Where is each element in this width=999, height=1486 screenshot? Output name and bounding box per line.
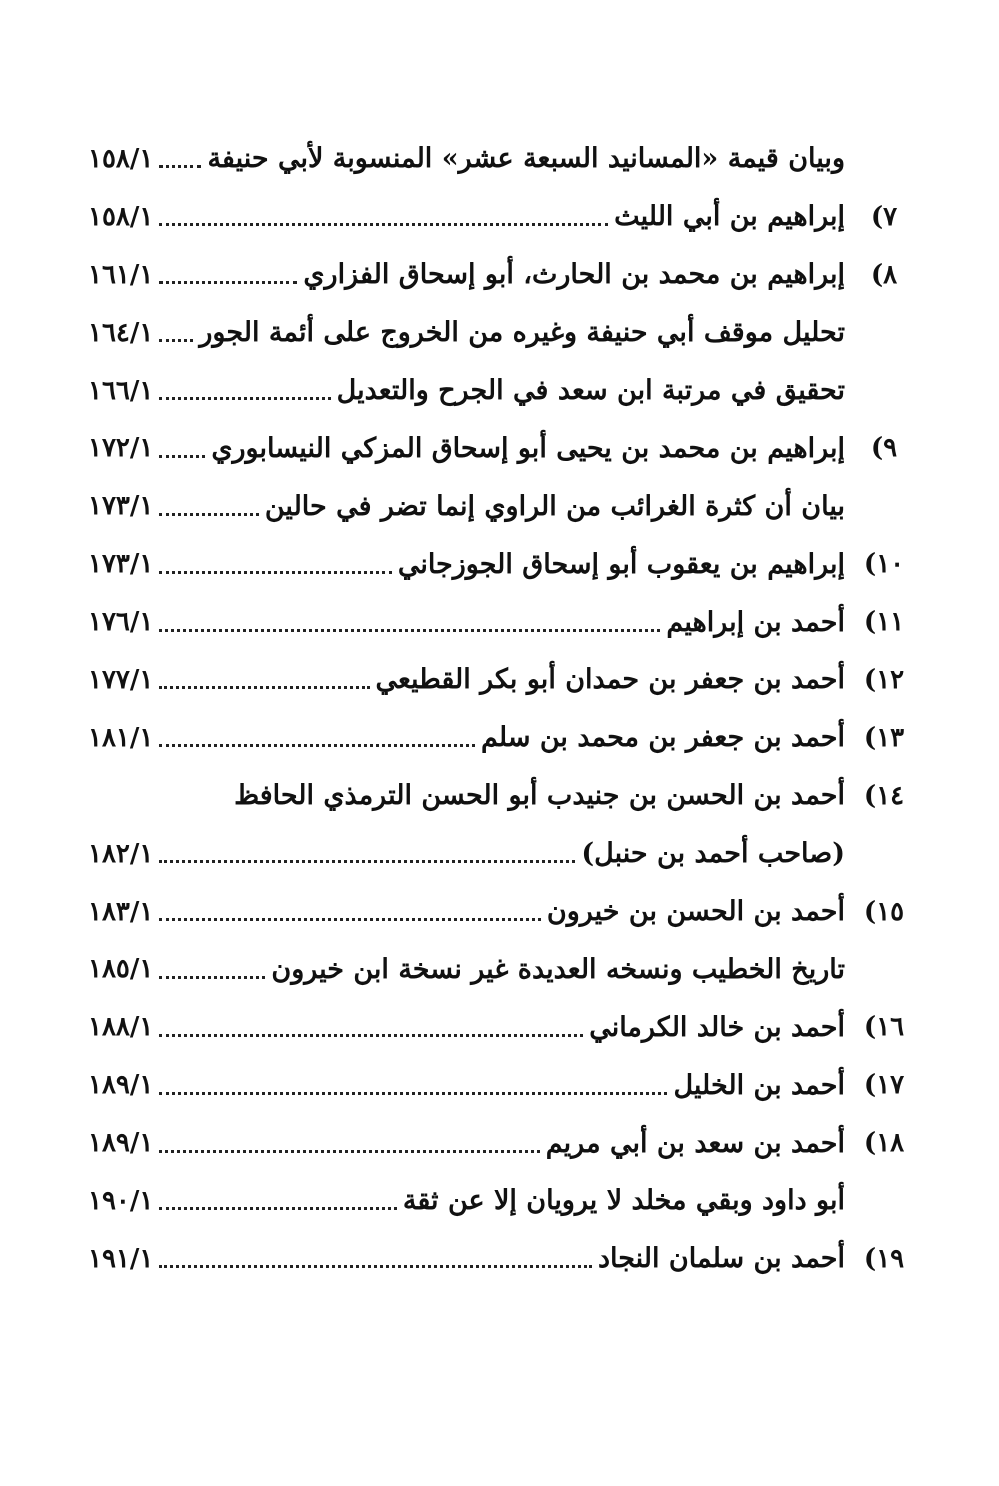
dot-leader — [159, 455, 205, 458]
entry-content — [88, 1012, 845, 1043]
entry-page-reference: ١٥٨/١ — [88, 143, 154, 174]
toc-entry — [88, 304, 923, 362]
toc-entry — [88, 1172, 923, 1230]
entry-content — [88, 433, 845, 464]
entry-content — [88, 201, 845, 232]
toc-entry — [88, 477, 923, 535]
toc-entry — [88, 246, 923, 304]
toc-entry — [88, 709, 923, 767]
entry-page-reference: ١٧٢/١ — [88, 433, 154, 464]
toc-entry — [88, 188, 923, 246]
table-of-contents — [88, 130, 923, 1288]
toc-entry — [88, 1114, 923, 1172]
dot-leader — [159, 1207, 397, 1210]
entry-title: أحمد بن الحسن بن جنيدب أبو الحسن الترمذي الحافظ — [234, 780, 845, 812]
entry-number: ١٩) — [863, 1243, 905, 1274]
entry-content — [88, 896, 845, 927]
dot-leader — [159, 629, 660, 632]
toc-entry — [88, 940, 923, 998]
entry-content — [88, 1070, 845, 1101]
entry-content — [88, 1243, 845, 1274]
entry-page-reference: ١٩٠/١ — [88, 1185, 154, 1216]
dot-leader — [159, 281, 297, 284]
entry-title: أحمد بن الحسن بن خيرون — [546, 896, 845, 928]
entry-page-reference: ١٨٥/١ — [88, 954, 154, 985]
entry-title: تحقيق في مرتبة ابن سعد في الجرح والتعديل — [336, 375, 845, 406]
entry-title: أحمد بن جعفر بن محمد بن سلم — [480, 722, 845, 754]
toc-entry — [88, 130, 923, 188]
entry-title: أحمد بن الخليل — [673, 1069, 845, 1101]
dot-leader — [159, 918, 541, 921]
entry-number: ١١) — [863, 607, 905, 638]
toc-entry — [88, 593, 923, 651]
entry-title: أحمد بن إبراهيم — [666, 606, 845, 638]
toc-entry — [88, 419, 923, 477]
toc-entry — [88, 825, 923, 883]
toc-entry — [88, 362, 923, 420]
entry-content — [88, 549, 845, 580]
entry-content — [88, 259, 845, 290]
dot-leader — [159, 1034, 583, 1037]
dot-leader — [159, 165, 201, 168]
entry-title: تاريخ الخطيب ونسخه العديدة غير نسخة ابن خيرون — [271, 953, 845, 985]
entry-title: (صاحب أحمد بن حنبل) — [581, 838, 845, 870]
dot-leader — [159, 513, 259, 516]
entry-title: أحمد بن خالد الكرماني — [589, 1011, 845, 1043]
entry-title: أحمد بن جعفر بن حمدان أبو بكر القطيعي — [375, 664, 845, 696]
dot-leader — [159, 744, 475, 747]
entry-content — [88, 491, 845, 522]
entry-page-reference: ١٨٩/١ — [88, 1070, 154, 1101]
entry-page-reference: ١٦٤/١ — [88, 317, 154, 348]
toc-entry — [88, 883, 923, 941]
entry-title: إبراهيم بن يعقوب أبو إسحاق الجوزجاني — [397, 548, 845, 580]
entry-page-reference: ١٦١/١ — [88, 259, 154, 290]
entry-content — [88, 838, 845, 869]
toc-entry — [88, 1230, 923, 1288]
entry-number: ١٠) — [863, 549, 905, 580]
entry-page-reference: ١٧٣/١ — [88, 549, 154, 580]
entry-number: ١٨) — [863, 1128, 905, 1159]
entry-number: ١٤) — [863, 780, 905, 811]
entry-title: إبراهيم بن محمد بن الحارث، أبو إسحاق الفزاري — [303, 259, 845, 291]
entry-page-reference: ١٨٨/١ — [88, 1012, 154, 1043]
entry-content — [88, 143, 845, 174]
entry-title: أحمد بن سعد بن أبي مريم — [545, 1127, 845, 1159]
entry-content — [88, 375, 845, 406]
toc-entry — [88, 767, 923, 825]
dot-leader — [159, 1092, 667, 1095]
entry-page-reference: ١٥٨/١ — [88, 201, 154, 232]
entry-title: أحمد بن سلمان النجاد — [597, 1243, 845, 1275]
entry-title: تحليل موقف أبي حنيفة وغيره من الخروج على أئمة الجور — [199, 317, 845, 349]
toc-entry — [88, 998, 923, 1056]
toc-entry — [88, 651, 923, 709]
entry-page-reference: ١٨١/١ — [88, 722, 154, 753]
entry-title: إبراهيم بن محمد بن يحيى أبو إسحاق المزكي النيسابوري — [211, 432, 845, 464]
entry-content — [88, 1128, 845, 1159]
entry-title: بيان أن كثرة الغرائب من الراوي إنما تضر في حالين — [264, 490, 845, 522]
dot-leader — [159, 339, 193, 342]
entry-content — [88, 722, 845, 753]
entry-content — [88, 1185, 845, 1216]
entry-page-reference: ١٧٦/١ — [88, 607, 154, 638]
entry-number: ١٥) — [863, 896, 905, 927]
dot-leader — [159, 860, 575, 863]
toc-entry — [88, 535, 923, 593]
dot-leader — [159, 1265, 592, 1268]
entry-page-reference: ١٨٣/١ — [88, 896, 154, 927]
entry-title: أبو داود وبقي مخلد لا يرويان إلا عن ثقة — [402, 1185, 845, 1217]
entry-number: ١٧) — [863, 1070, 905, 1101]
entry-page-reference: ١٩١/١ — [88, 1243, 154, 1274]
toc-entry — [88, 1056, 923, 1114]
dot-leader — [159, 397, 330, 400]
entry-page-reference: ١٧٧/١ — [88, 664, 154, 695]
dot-leader — [159, 686, 369, 689]
dot-leader — [159, 976, 265, 979]
entry-content — [88, 954, 845, 985]
entry-page-reference: ١٨٩/١ — [88, 1128, 154, 1159]
entry-number: ١٣) — [863, 722, 905, 753]
entry-title: وبيان قيمة «المسانيد السبعة عشر» المنسوبة لأبي حنيفة — [207, 143, 845, 175]
dot-leader — [159, 571, 391, 574]
entry-page-reference: ١٦٦/١ — [88, 375, 154, 406]
entry-content — [88, 317, 845, 348]
entry-content — [88, 607, 845, 638]
entry-number: ٨) — [870, 259, 898, 290]
dot-leader — [159, 1150, 539, 1153]
entry-number: ٧) — [870, 201, 898, 232]
entry-content — [88, 780, 845, 811]
dot-leader — [159, 223, 608, 226]
entry-number: ٩) — [870, 433, 898, 464]
entry-content — [88, 664, 845, 695]
entry-page-reference: ١٧٣/١ — [88, 491, 154, 522]
entry-number: ١٦) — [863, 1012, 905, 1043]
entry-title: إبراهيم بن أبي الليث — [614, 201, 845, 233]
entry-page-reference: ١٨٢/١ — [88, 838, 154, 869]
entry-number: ١٢) — [863, 664, 905, 695]
